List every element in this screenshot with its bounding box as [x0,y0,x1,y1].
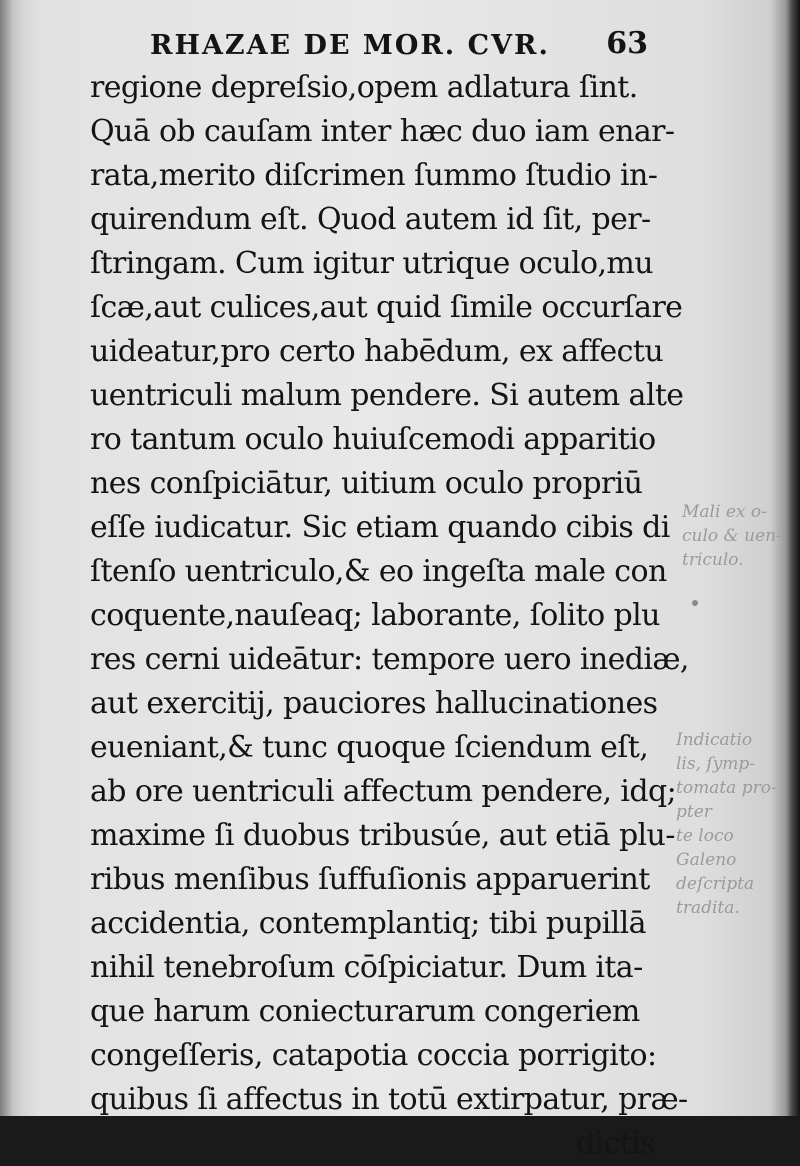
margin-note-line: tradita. [676,898,740,918]
text-line: uideatur,pro certo habēdum, ex affectu [90,334,664,369]
margin-note-bleedthrough [676,728,777,920]
text-line: nihil tenebroſum cōſpiciatur. Dum ita- [90,950,643,985]
text-line: rata,merito diſcrimen ſummo ſtudio in- [90,158,658,193]
margin-note-line: Galeno [676,850,737,870]
page-header [150,26,660,66]
text-line: eueniant,& tunc quoque ſciendum eſt, [90,730,649,765]
margin-note-line: tomata pro- [676,778,777,798]
margin-note-line: triculo. [682,550,744,570]
margin-note-line: Mali ex o- [682,502,767,522]
text-line: ſtenſo uentriculo,& eo ingeſta male con [90,554,667,589]
catchword: dictis [575,1126,655,1161]
margin-note-line: deſcripta [676,874,755,894]
body-text [90,66,689,1166]
running-title: RHAZAE DE MOR. CVR. [150,30,550,61]
binding-fold [0,0,22,1116]
page-number: 63 [606,26,648,61]
text-line: res cerni uideātur: tempore uero inediæ, [90,642,689,677]
text-line: quirendum eſt. Quod autem id ſit, per- [90,202,651,237]
text-line: coquente,nauſeaq; laborante, ſolito plu [90,598,660,633]
margin-note-line: culo & uen- [682,526,782,546]
text-line: que harum coniecturarum congeriem [90,994,640,1029]
text-line: accidentia, contemplantiq; tibi pupillā [90,906,646,941]
text-line: regione depreſsio,opem adlatura ſint. [90,70,638,105]
margin-note-line: te loco [676,826,734,846]
margin-note-line: lis, ſymp- [676,754,756,774]
text-line: eſſe iudicatur. Sic etiam quando cibis di [90,510,670,545]
margin-note-bleedthrough [682,500,782,572]
margin-note-line: Indicatio [676,730,753,750]
text-line: quibus ſi affectus in totū extirpatur, præ- [90,1082,688,1117]
text-line: ſcæ,aut culices,aut quid ſimile occurſare [90,290,683,325]
text-line: aut exercitij, pauciores hallucinationes [90,686,658,721]
page-edge-shadow [786,0,800,1116]
text-line: maxime ſi duobus tribusúe, aut etiā plu- [90,818,675,853]
text-line: congeſſeris, catapotia coccia porrigito: [90,1038,657,1073]
text-line: nes conſpiciātur, uitium oculo propriū [90,466,643,501]
text-line: ro tantum oculo huiuſcemodi apparitio [90,422,656,457]
text-line: ribus menſibus ſuffuſionis apparuerint [90,862,650,897]
text-line: Quā ob cauſam inter hæc duo iam enar- [90,114,675,149]
margin-note-line: pter [676,802,712,822]
text-line: ſtringam. Cum igitur utrique oculo,mu [90,246,654,281]
text-line: uentriculi malum pendere. Si autem alte [90,378,684,413]
ink-speck [692,600,698,606]
text-line: ab ore uentriculi affectum pendere, idq; [90,774,677,809]
